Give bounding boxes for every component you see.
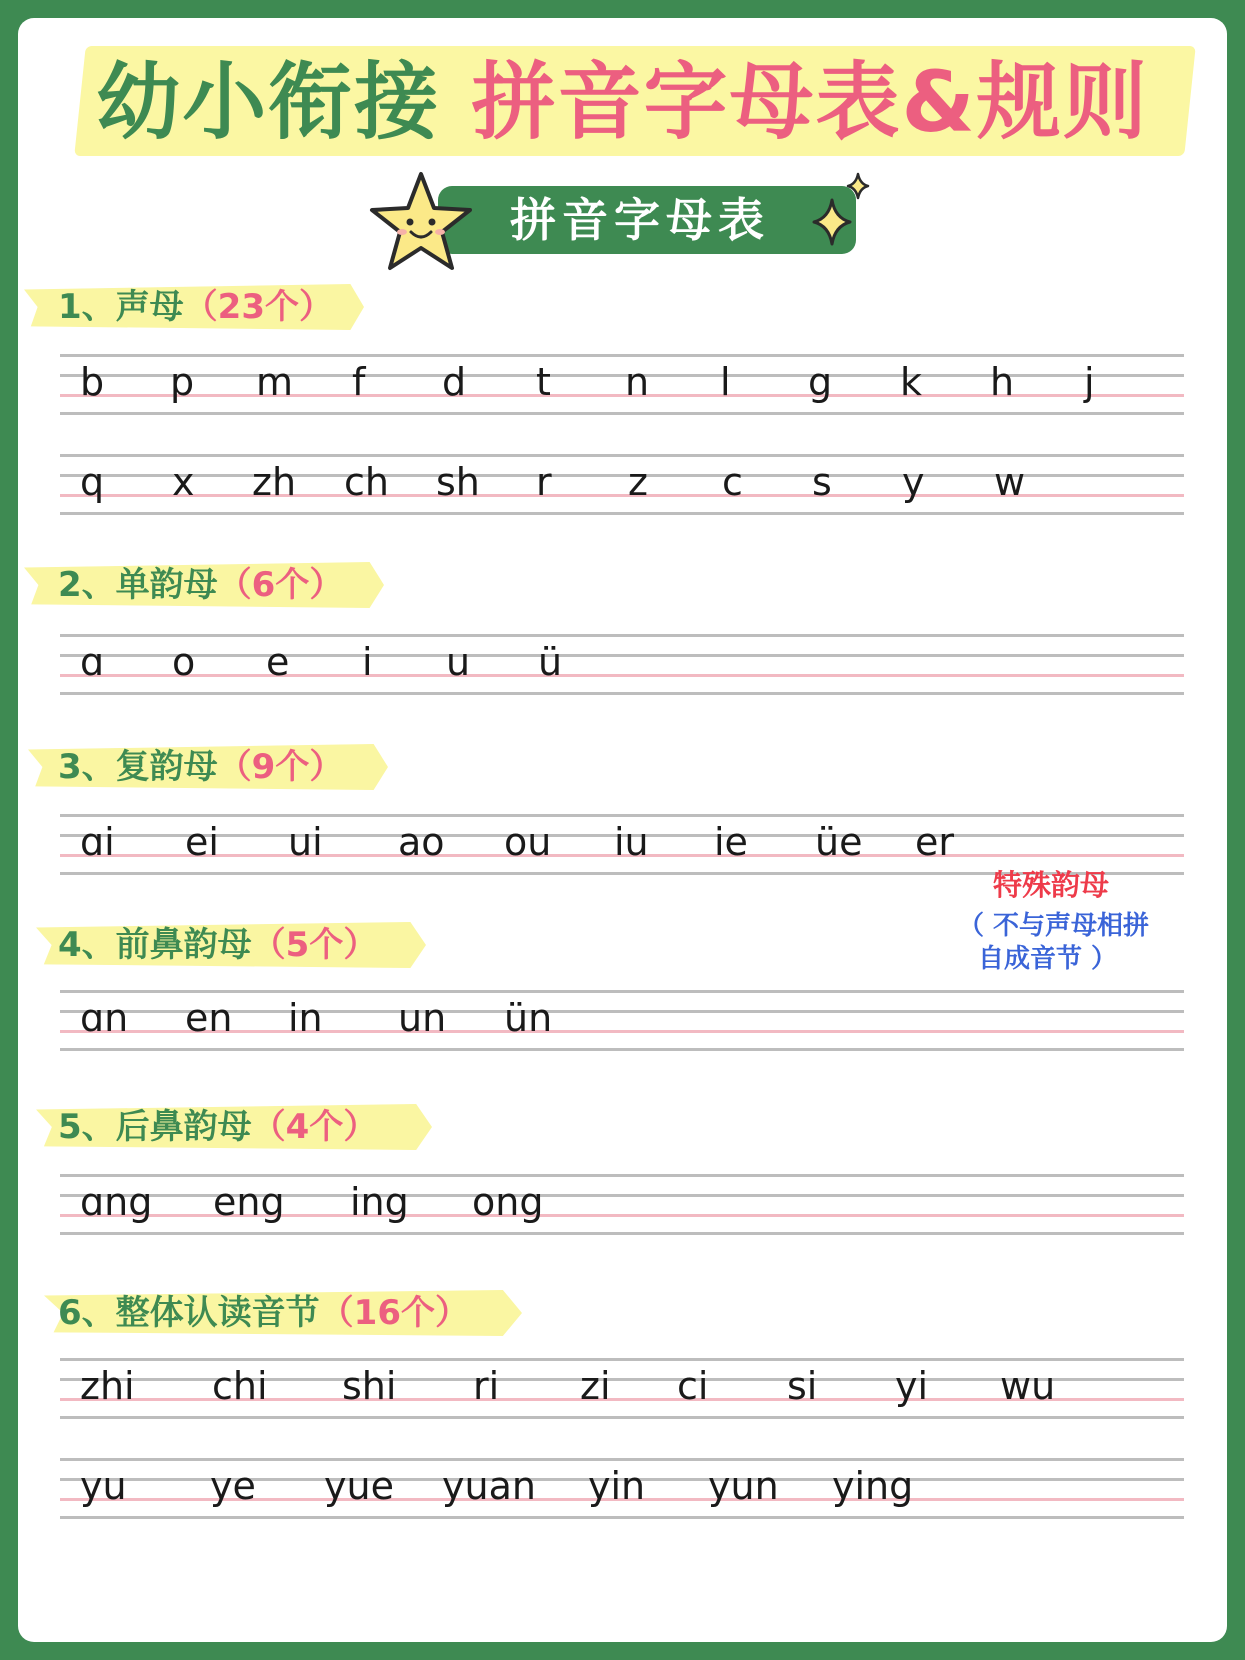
pinyin-cell: z [628,460,648,504]
section-count: （23个） [183,287,333,327]
section-name: 前鼻韵母 [115,925,252,965]
section-number: 3、 [58,747,116,787]
pinyin-cell: yu [80,1464,127,1508]
pinyin-cell: ɑn [80,996,129,1040]
section-count: （5个） [251,925,378,965]
pinyin-cell: s [812,460,832,504]
pinyin-cell: u [446,640,471,684]
sparkle-icon [808,170,878,250]
pinyin-cell: h [990,360,1015,404]
pinyin-cell: ao [398,820,445,864]
section-badge: 拼音字母表 [438,186,856,254]
section-heading-initials [58,284,333,330]
pinyin-cell: ri [473,1364,500,1408]
pinyin-cell: zhi [80,1364,135,1408]
pinyin-cell: d [442,360,467,404]
section-heading-back-nasal [58,1104,377,1150]
pinyin-cell: w [994,460,1026,504]
pinyin-cell: ou [504,820,552,864]
section-count: （9个） [217,747,344,787]
pinyin-cell: ɑi [80,820,115,864]
pinyin-cell: ɑ [80,640,105,684]
pinyin-cell: f [352,360,366,404]
pinyin-cell: iu [614,820,649,864]
pinyin-cell: n [625,360,650,404]
special-final-note: 特殊韵母 [993,868,1110,902]
page-title [18,52,1227,152]
section-name: 单韵母 [115,565,218,605]
pinyin-cell: y [902,460,925,504]
page-card [18,18,1227,1642]
pinyin-cell: ui [288,820,323,864]
writing-row [60,1458,1184,1518]
pinyin-cell: ye [210,1464,256,1508]
pinyin-cell: ɑng [80,1180,153,1224]
pinyin-cell: m [256,360,294,404]
pinyin-cell: x [172,460,195,504]
writing-row [60,1174,1184,1234]
pinyin-cell: ün [504,996,553,1040]
pinyin-cell: ü [538,640,563,684]
pinyin-cell: l [720,360,731,404]
section-count: （16个） [319,1293,469,1333]
pinyin-cell: üe [815,820,863,864]
section-heading-whole-syllables [58,1290,469,1336]
section-number: 1、 [58,287,116,327]
pinyin-cell: ong [472,1180,544,1224]
pinyin-cell: un [398,996,447,1040]
pinyin-cell: yuan [442,1464,536,1508]
writing-row [60,354,1184,414]
section-heading-compound-finals [58,744,343,790]
pinyin-cell: er [915,820,955,864]
section-name: 整体认读音节 [115,1293,320,1333]
pinyin-cell: eng [213,1180,285,1224]
pinyin-cell: k [900,360,923,404]
pinyin-cell: ying [832,1464,914,1508]
pinyin-cell: p [170,360,195,404]
pinyin-cell: zh [252,460,297,504]
pinyin-cell: q [80,460,105,504]
pinyin-cell: c [722,460,743,504]
section-number: 6、 [58,1293,116,1333]
writing-row [60,454,1184,514]
pinyin-cell: e [266,640,290,684]
pinyin-cell: r [536,460,552,504]
pinyin-cell: i [362,640,373,684]
pinyin-cell: ie [714,820,748,864]
pinyin-cell: b [80,360,105,404]
pinyin-cell: yi [895,1364,929,1408]
title-part-pink: 拼音字母表&规则 [471,53,1149,151]
pinyin-cell: in [288,996,323,1040]
pinyin-cell: sh [436,460,480,504]
section-heading-front-nasal [58,922,377,968]
section-number: 5、 [58,1107,116,1147]
title-part-green: 幼小衔接 [96,53,441,151]
pinyin-cell: ei [185,820,219,864]
section-count: （6个） [217,565,344,605]
pinyin-cell: ing [350,1180,409,1224]
pinyin-cell: o [172,640,196,684]
special-final-explanation-2: 自成音节 ） [978,944,1118,974]
pinyin-cell: g [808,360,833,404]
writing-row [60,634,1184,694]
pinyin-cell: yun [708,1464,779,1508]
section-count: （4个） [251,1107,378,1147]
pinyin-cell: t [536,360,551,404]
pinyin-cell: j [1084,360,1095,404]
section-heading-simple-finals [58,562,343,608]
pinyin-cell: ci [677,1364,709,1408]
pinyin-cell: yin [588,1464,646,1508]
section-name: 后鼻韵母 [115,1107,252,1147]
star-face-icon [366,168,476,278]
pinyin-cell: wu [1000,1364,1056,1408]
writing-row [60,990,1184,1050]
pinyin-cell: en [185,996,233,1040]
special-final-explanation-1: （ 不与声母相拼 [958,911,1150,941]
writing-row [60,1358,1184,1418]
pinyin-cell: chi [212,1364,268,1408]
pinyin-cell: zi [580,1364,611,1408]
section-name: 复韵母 [115,747,218,787]
section-number: 4、 [58,925,116,965]
pinyin-cell: shi [342,1364,397,1408]
pinyin-cell: ch [344,460,389,504]
pinyin-cell: yue [324,1464,394,1508]
pinyin-cell: si [787,1364,818,1408]
section-number: 2、 [58,565,116,605]
section-name: 声母 [115,287,184,327]
